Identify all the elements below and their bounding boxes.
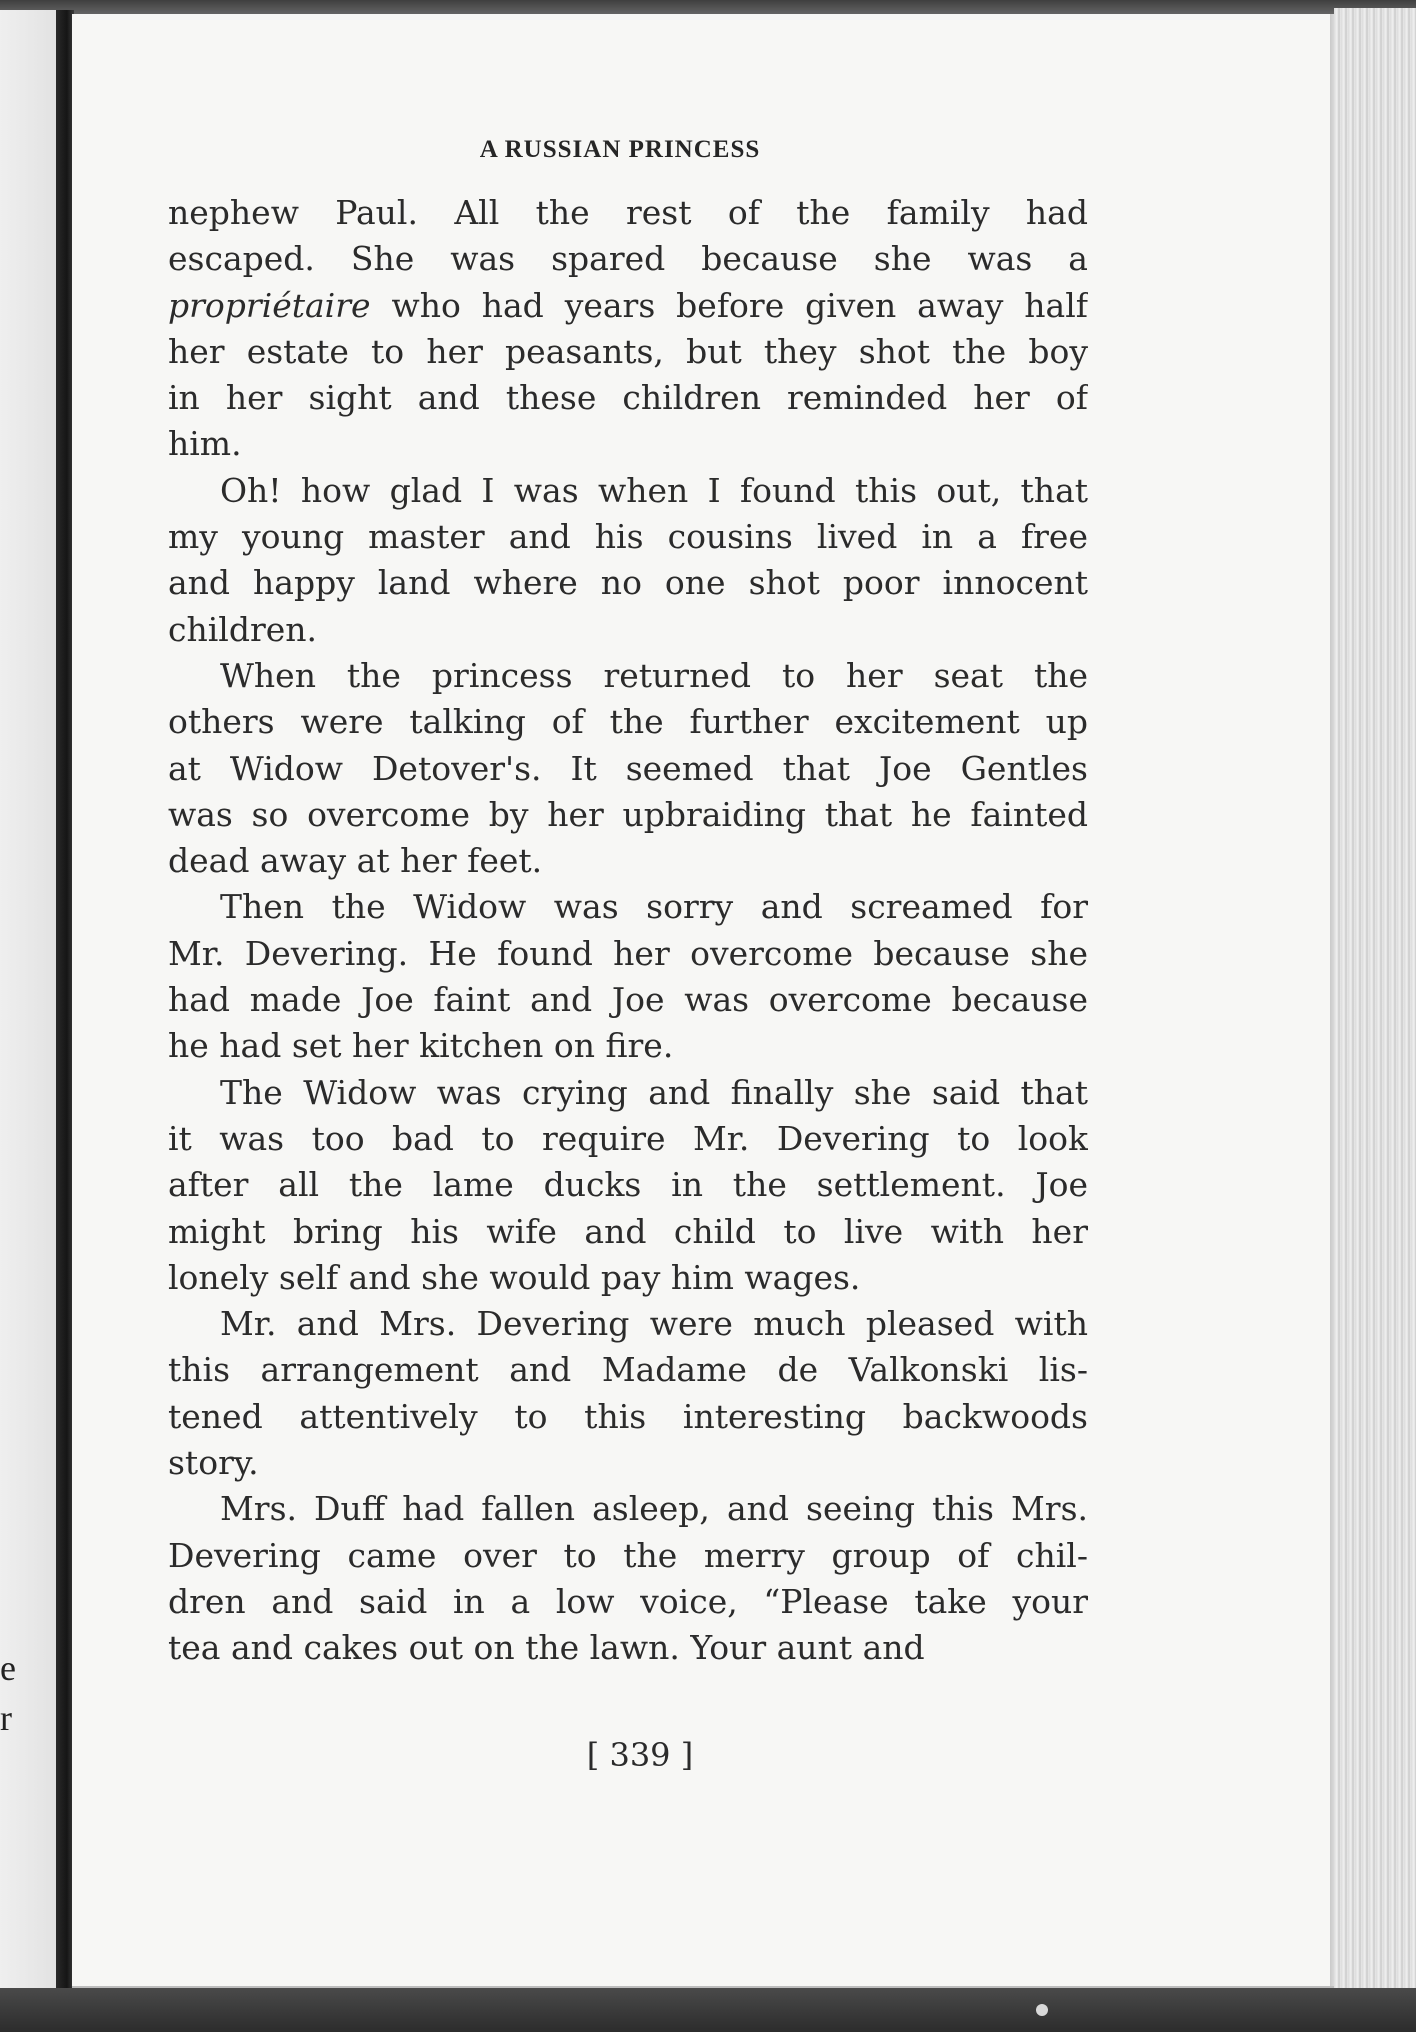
text-line: story. <box>168 1443 259 1483</box>
text-line: lonely self and she would pay him wages. <box>168 1257 861 1297</box>
text-line: he had set her kitchen on fire. <box>168 1026 674 1066</box>
italic-word: propriétaire <box>168 285 371 325</box>
paragraph <box>168 653 1088 884</box>
dust-speck <box>1036 2004 1048 2016</box>
text-line: my young master and his cousins lived in a free <box>168 517 1088 557</box>
facing-page-left <box>0 10 58 1990</box>
text-line: The Widow was crying and finally she said that <box>220 1072 1088 1112</box>
text-line: this arrangement and Madame de Valkonski lis- <box>168 1350 1088 1390</box>
text-line: her estate to her peasants, but they shot the boy <box>168 331 1088 371</box>
text-line: at Widow Detover's. It seemed that Joe Gentles <box>168 748 1088 788</box>
text-line: tened attentively to this interesting backwoods <box>168 1396 1088 1436</box>
text-line: Mr. Devering. He found her overcome because she <box>168 933 1088 973</box>
facing-page-fragment: e <box>0 1648 16 1688</box>
text-line: escaped. She was spared because she was a <box>168 239 1088 279</box>
text-line: was so overcome by her upbraiding that he fainted <box>168 794 1088 834</box>
facing-page-fragment: r <box>0 1698 12 1738</box>
text-line: nephew Paul. All the rest of the family had <box>168 193 1088 232</box>
text-line: had made Joe faint and Joe was overcome because <box>168 980 1088 1020</box>
page-stack <box>1334 8 1416 1998</box>
text-line: dead away at her feet. <box>168 841 543 881</box>
text-line: Mr. and Mrs. Devering were much pleased with <box>220 1304 1088 1344</box>
scan-bottom-edge <box>0 1988 1416 2032</box>
running-head: A RUSSIAN PRINCESS <box>479 136 761 163</box>
text-line: others were talking of the further excitement up <box>168 702 1088 742</box>
paragraph <box>168 1070 1088 1301</box>
paragraph <box>168 1486 1088 1671</box>
text-line: after all the lame ducks in the settlement. Joe <box>168 1165 1088 1205</box>
text-line: Then the Widow was sorry and screamed for <box>220 887 1088 927</box>
paragraph <box>168 190 1088 468</box>
text-line: in her sight and these children reminded her of <box>168 378 1088 418</box>
text-line: him. <box>168 424 242 464</box>
text-line: Devering came over to the merry group of chil- <box>168 1535 1088 1575</box>
text-line: might bring his wife and child to live with her <box>168 1211 1088 1251</box>
paragraph <box>168 468 1088 653</box>
text-line: children. <box>168 609 318 649</box>
page-number: [ 339 ] <box>586 1736 694 1774</box>
text-line: tea and cakes out on the lawn. Your aunt and <box>168 1628 925 1668</box>
text-line: it was too bad to require Mr. Devering to look <box>168 1118 1088 1158</box>
text-line: propriétaire who had years before given away half <box>168 285 1088 325</box>
text-line: When the princess returned to her seat the <box>220 655 1088 695</box>
text-line: dren and said in a low voice, “Please take your <box>168 1581 1088 1621</box>
text-line: and happy land where no one shot poor innocent <box>168 563 1088 603</box>
text-line: Oh! how glad I was when I found this out, that <box>220 470 1088 510</box>
paragraph <box>168 1301 1088 1486</box>
paragraph <box>168 884 1088 1069</box>
body-text <box>168 190 1088 1672</box>
text-line: Mrs. Duff had fallen asleep, and seeing this Mrs. <box>220 1489 1088 1529</box>
